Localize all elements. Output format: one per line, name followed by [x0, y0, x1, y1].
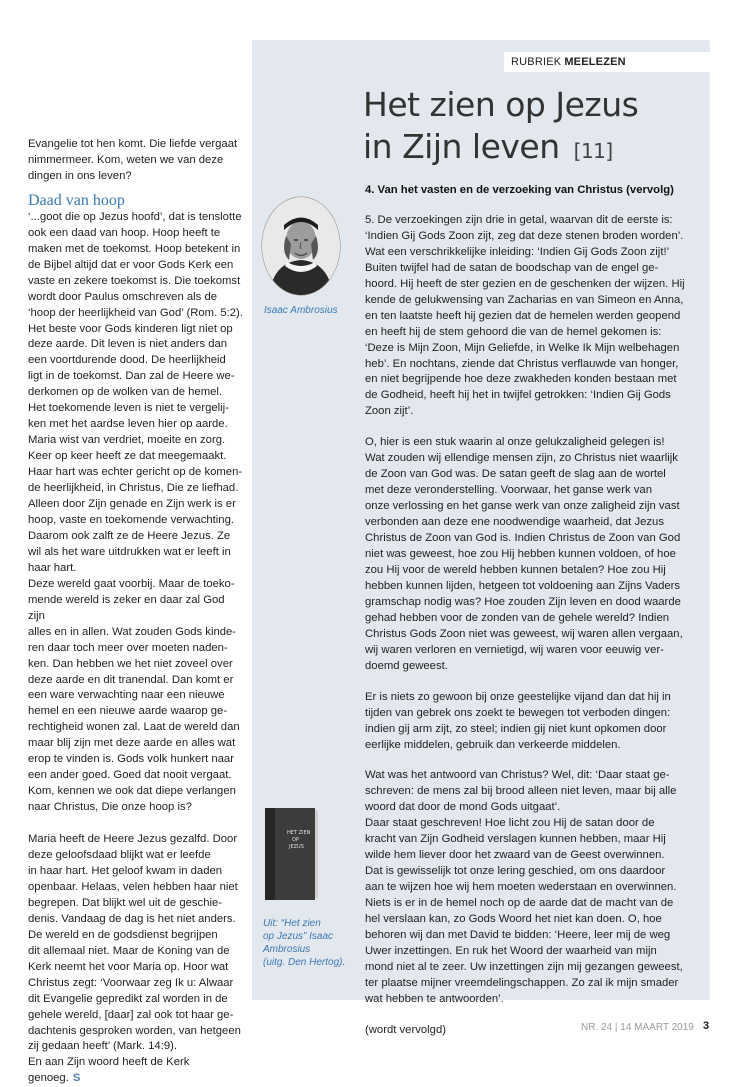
series-number: [11]: [573, 139, 613, 163]
spine-title-1: HET ZIEN: [287, 830, 311, 836]
left-column: [28, 137, 244, 1087]
rubriek-label: RUBRIEK MEELEZEN: [504, 52, 710, 72]
portrait-image: [261, 196, 341, 296]
paragraph-5: Daar staat geschreven! Hoe licht zou Hij de satan door de kracht van Zijn Godheid verslagen kunnen hebben, maar Hij wilde hem liever door het zwaard van de Geest overwinnen. Dat is gewisselijk tot onze lering geschied, om ons daardoor aan te wijzen hoe wij hem moeten wederstaan en overwinnen. Niets is er in de hemel noch op de aarde dat de macht van de hel verslaan kan, zo Gods Woord het niet kan doen. O, hoe behoren wij dan met David te bidden: ‘Heere, leer mij de weg Uwer inzettingen. En ruk het Woord der waarheid van mijn mond niet al te zeer. Uw inzettingen zijn mij gezangen geweest, ter plaatse mijner vreemdelingschappen. Zo zal ik mijn smader wat hebben te antwoorden’.: [365, 817, 683, 1005]
book-image: [263, 806, 319, 902]
section-heading-hoop: Daad van hoop: [28, 191, 125, 209]
closing-note: (wordt vervolgd): [365, 1023, 446, 1036]
issue-info: NR. 24 | 14 MAART 2019: [581, 1022, 694, 1033]
intro-paragraph: Evangelie tot hen komt. Die liefde vergaat nimmermeer. Kom, weten we van deze dingen in ons leven?: [28, 138, 238, 182]
hoop-paragraph: ‘...goot die op Jezus hoofd’, dat is tenslotte ook een daad van hoop. Hoop heeft te maken met de toekomst. Hoop betekent in de Bijbel altijd dat er voor Gods Kerk een vaste en zekere toekomst is. Die toekomst wordt door Paulus omschreven als de ‘hoop der heerlijkheid van God’ (Rom. 5:2). Het beste voor Gods kinderen ligt niet op deze aarde. Dit leven is niet anders dan een voortdurende dood. De heerlijkheid ligt in de toekomst. Dan zal de Heere we- derkomen op de wolken van de hemel. Het toekomende leven is niet te vergelij- ken met het aardse leven hier op aarde. Maria wist van verdriet, moeite en zorg. Keer op keer heeft ze dat meegemaakt. Haar hart was echter gericht op de komen- de heerlijkheid, in Christus, Die ze liefhad. Alleen door Zijn genade en Zijn werk is er hoop, vaste en toekomende verwachting. Daarom ook zalft ze de Heere Jezus. Ze wil als het ware uitdrukken wat er leeft in haar hart. Deze wereld gaat voorbij. Maar de toeko- mende wereld is zeker en daar zal God zijn alles en in allen. Wat zouden Gods kinde- ren daar toch meer over moeten naden- ken. Dan hebben we het niet zoveel over deze aarde en dit tranendal. Dan komt er een ware verwachting naar een nieuwe hemel en een nieuwe aarde waarop ge- rechtigheid wonen zal. Laat de wereld dan maar blij zijn met deze aarde en alles wat erop te vinden is. Gods volk hunkert naar een ander goed. Goed dat nooit vergaat. Kom, kennen we ook dat diepe verlangen naar Christus, Die onze hoop is?: [28, 210, 243, 814]
spine-title-2: OP: [292, 837, 299, 843]
title-line-1: Het zien op Jezus: [363, 85, 639, 124]
paragraph-4: Wat was het antwoord van Christus? Wel, dit: ‘Daar staat ge- schreven: de mens zal bij brood alleen niet leven, maar bij alle woord dat door de mond Gods uitgaat’.: [365, 769, 677, 814]
paragraph-2: O, hier is een stuk waarin al onze gelukzaligheid gelegen is! Wat zouden wij ellendige mensen zijn, zo Christus niet waarlijk de Zoon van God was. De satan geeft de slag aan de wortel met deze veronderstelling. Voorwaar, het ganse werk van onze verlossing en het ganse werk van onze zaligheid zijn vast verbonden aan deze ene noodwendige waarheid, dat Jezus Christus de Zoon van God is. Indien Christus de Zoon van God niet was geweest, hoe zou Hij hebben kunnen voldoen, of hoe zou Hij voor de wereld hebben kunnen betalen? Hoe zou Hij hebben kunnen lijden, hetgeen tot voldoening aan Zijns Vaders gramschap nodig was? Hoe zouden Zijn leven en dood waarde gehad hebben voor de zonden van de gehele wereld? Indien Christus Gods Zoon niet was geweest, wij waren allen vergaan, wij waren verloren en vernietigd, wij waren voor eeuwig ver- doemd geweest.: [365, 436, 683, 672]
section-heading-vasten: 4. Van het vasten en de verzoeking van Christus (vervolg): [365, 184, 674, 196]
right-column: [365, 183, 697, 1054]
article-title: [363, 84, 703, 172]
maria-paragraph: Maria heeft de Heere Jezus gezalfd. Door deze geloofsdaad blijkt wat er leefde in haar hart. Het geloof kwam in daden openbaar. Helaas, velen hebben haar niet begrepen. Dat blijkt wel uit de geschie- denis. Vandaag de dag is het niet anders. De wereld en de godsdienst begrijpen dit allemaal niet. Maar de Koning van de Kerk neemt het voor Maria op. Hoor wat Christus zegt: ‘Voorwaar zeg Ik u: Alwaar dit Evangelie gepredikt zal worden in de gehele wereld, [daar] zal ook tot haar ge- dachtenis gesproken worden, van hetgeen zij gedaan heeft’ (Mark. 14:9). En aan Zijn woord heeft de Kerk genoeg. S: [28, 833, 241, 1085]
page-number: 3: [703, 1020, 710, 1032]
paragraph-3: Er is niets zo gewoon bij onze geestelijke vijand dan dat hij in tijden van gebrek ons zoekt te bewegen tot verboden dingen: indien gij arm zijt, zo steel; indien gij niet kunt opkomen door eerlijke middelen, gebruik dan verkeerde middelen.: [365, 690, 671, 751]
title-line-2: in Zijn leven [11]: [363, 127, 613, 166]
paragraph-1: 5. De verzoekingen zijn drie in getal, waarvan dit de eerste is: ‘Indien Gij Gods Zoon zijt, zeg dat deze stenen broden worden’. Wat een verschrikkelijke inleiding: ‘Indien Gij Gods Zoon zijt!’ Buiten twijfel had de satan de boodschap van de engel ge- hoord. Hij heeft de ster gezien en de geschenken der wijzen. Hij kende de gelukwensing van Zacharias en van Simeon en Anna, en ten laatste heeft hij gezien dat de hemelen werden geopend en heeft hij de stem gehoord die van de hemel gekomen is: ‘Deze is Mijn Zoon, Mijn Geliefde, in Welke Ik Mijn welbehagen heb’. En nochtans, ziende dat Christus verflauwde van honger, en niet begrijpende hoe deze zwakheden konden bestaan met de Godheid, heeft hij het in twijfel getrokken: ‘Indien Gij Gods Zoon zijt’.: [365, 213, 685, 418]
book-caption: Uit: “Het zien op Jezus” Isaac Ambrosius (uitg. Den Hertog).: [263, 918, 346, 968]
end-mark-icon: S: [72, 1072, 81, 1085]
portrait-caption: Isaac Ambrosius: [264, 305, 338, 316]
spine-title-3: JEZUS: [289, 844, 304, 850]
